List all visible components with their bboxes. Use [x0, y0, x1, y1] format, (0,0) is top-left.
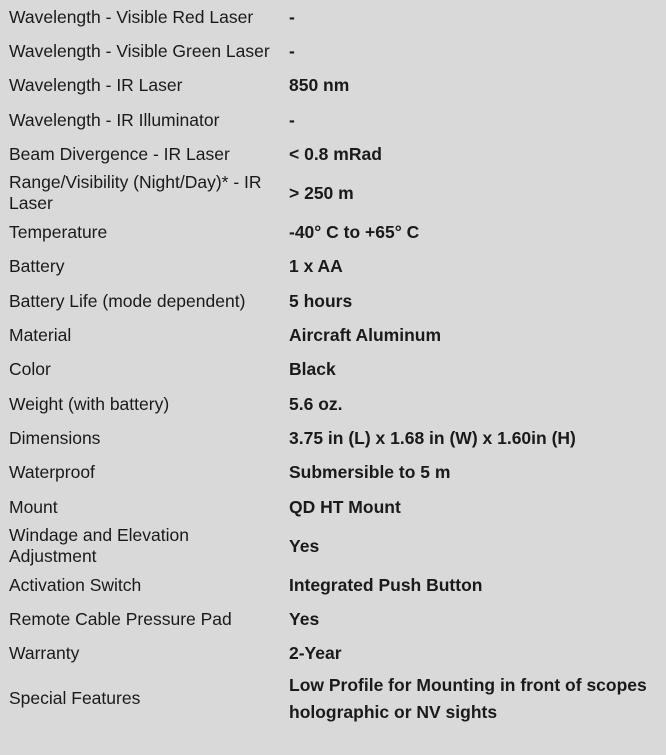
spec-label: Material	[9, 325, 72, 346]
spec-value: 2-Year	[289, 643, 342, 664]
spec-row-windage-elevation	[0, 524, 666, 568]
spec-row-special-features	[0, 671, 666, 726]
spec-value: Yes	[289, 535, 320, 556]
spec-row-beam-divergence	[0, 137, 666, 171]
spec-label: Battery Life (mode dependent)	[9, 290, 246, 311]
spec-row-weight	[0, 387, 666, 421]
spec-value: Yes	[289, 609, 320, 630]
spec-label: Temperature	[9, 222, 108, 243]
spec-label: Battery	[9, 256, 65, 277]
spec-value: > 250 m	[289, 182, 354, 203]
spec-value: 5 hours	[289, 290, 353, 311]
spec-value: 1 x AA	[289, 256, 343, 277]
spec-row-color	[0, 353, 666, 387]
spec-row-wavelength-ir-laser	[0, 69, 666, 103]
spec-label: Activation Switch	[9, 574, 142, 595]
spec-row-dimensions	[0, 421, 666, 455]
spec-row-battery-life	[0, 284, 666, 318]
spec-label: Color	[9, 359, 51, 380]
spec-label: Remote Cable Pressure Pad	[9, 609, 232, 630]
spec-row-temperature	[0, 215, 666, 249]
spec-value: Black	[289, 359, 336, 380]
spec-value: 3.75 in (L) x 1.68 in (W) x 1.60in (H)	[289, 427, 576, 448]
spec-value: Aircraft Aluminum	[289, 325, 442, 346]
spec-label: Wavelength - Visible Red Laser	[9, 6, 254, 27]
spec-value: Submersible to 5 m	[289, 462, 451, 483]
spec-row-battery	[0, 250, 666, 284]
spec-label: Wavelength - Visible Green Laser	[9, 40, 270, 61]
spec-value: -	[289, 6, 295, 27]
spec-label: Mount	[9, 496, 58, 517]
spec-value: QD HT Mount	[289, 496, 401, 517]
spec-value: Low Profile for Mounting in front of scopes holographic or NV sights	[289, 674, 647, 722]
spec-value: -	[289, 109, 295, 130]
spec-label: Windage and Elevation Adjustment	[9, 525, 189, 567]
spec-label: Beam Divergence - IR Laser	[9, 143, 230, 164]
spec-row-material	[0, 318, 666, 352]
spec-label: Wavelength - IR Illuminator	[9, 109, 220, 130]
spec-value: -	[289, 40, 295, 61]
spec-row-wavelength-ir-illuminator	[0, 103, 666, 137]
spec-label: Wavelength - IR Laser	[9, 75, 183, 96]
spec-row-warranty	[0, 637, 666, 671]
spec-label: Warranty	[9, 643, 80, 664]
spec-label: Dimensions	[9, 427, 101, 448]
spec-label: Special Features	[9, 688, 141, 709]
spec-value: Integrated Push Button	[289, 574, 483, 595]
spec-value: < 0.8 mRad	[289, 143, 382, 164]
spec-row-range-visibility	[0, 171, 666, 215]
spec-value: 5.6 oz.	[289, 393, 343, 414]
spec-value: -40° C to +65° C	[289, 222, 420, 243]
spec-row-wavelength-visible-green-laser	[0, 34, 666, 68]
spec-row-mount	[0, 490, 666, 524]
spec-row-waterproof	[0, 456, 666, 490]
spec-label: Waterproof	[9, 462, 95, 483]
spec-row-activation-switch	[0, 568, 666, 602]
spec-value: 850 nm	[289, 75, 350, 96]
spec-row-wavelength-visible-red-laser	[0, 0, 666, 34]
spec-row-remote-cable-pressure-pad	[0, 602, 666, 636]
spec-label: Weight (with battery)	[9, 393, 170, 414]
spec-label: Range/Visibility (Night/Day)* - IR Laser	[9, 172, 262, 214]
